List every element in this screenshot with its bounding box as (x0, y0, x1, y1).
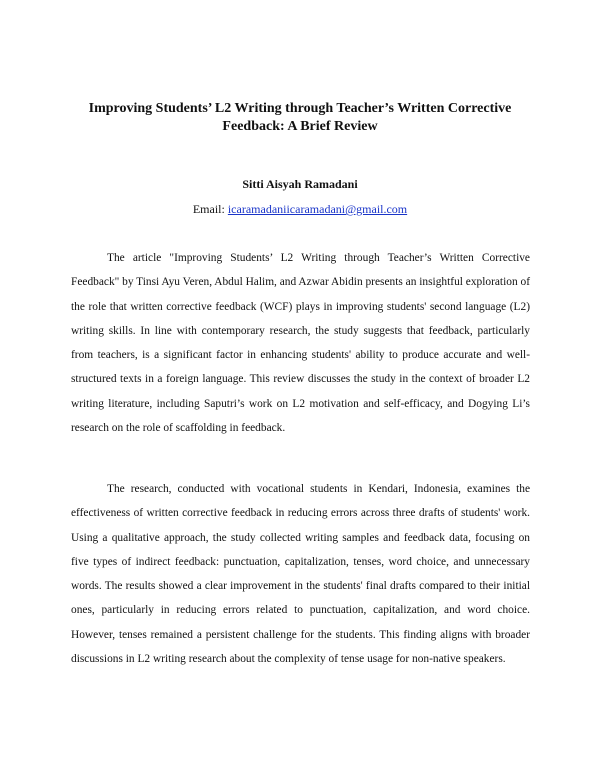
paper-title: Improving Students’ L2 Writing through Teacher’s Written Corrective Feedback: A Brief Review (88, 101, 512, 134)
email-link[interactable]: icaramadaniicaramadani@gmail.com (227, 202, 408, 216)
body-paragraph-2: The research, conducted with vocational students in Kendari, Indonesia, examines the effectiveness of written corrective feedback in reducing errors across three drafts of students' work. Using a qualitative approach, the study collected writing samples and feedback data, focusing on five types of indirect feedback: punctuation, capitalization, tenses, word choice, and unnecessary words. The results showed a clear improvement in the students' final drafts compared to their initial ones, particularly in reducing errors related to punctuation, capitalization, and word choice. However, tenses remained a persistent challenge for the students. This finding aligns with broader discussions in L2 writing research about the complexity of tense usage for non-native speakers. (71, 483, 530, 666)
body-paragraph-1: The article "Improving Students’ L2 Writing through Teacher’s Written Corrective Feedback" by Tinsi Ayu Veren, Abdul Halim, and Azwar Abidin presents an insightful exploration of the role that written corrective feedback (WCF) plays in improving students' second language (L2) writing skills. In line with contemporary research, the study suggests that feedback, particularly from teachers, is a significant factor in enhancing students' ability to produce accurate and well-structured texts in a foreign language. This review discusses the study in the context of broader L2 writing literature, including Saputri’s work on L2 motivation and self-efficacy, and Dogying Li’s research on the role of scaffolding in feedback. (71, 252, 530, 435)
email-label: Email: (192, 202, 228, 216)
email-line (60, 202, 540, 217)
author-name: Sitti Aisyah Ramadani (242, 177, 358, 191)
